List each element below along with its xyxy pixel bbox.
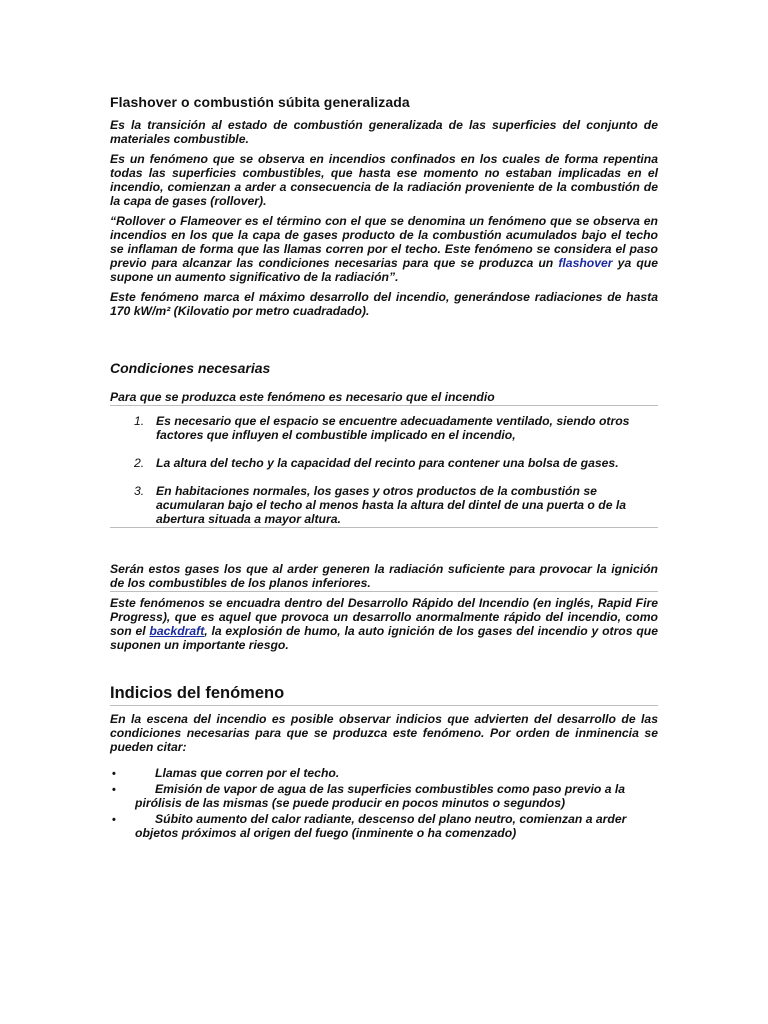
indicios-list [110, 766, 658, 840]
list-item-text: Emisión de vapor de agua de las superficies combustibles como paso previo a la pirólisis de las mismas (se puede producir en pocos minutos o segundos) [135, 782, 626, 810]
conditions-intro: Para que se produzca este fenómeno es necesario que el incendio [110, 390, 658, 406]
list-item [110, 456, 658, 470]
section-title-indicios: Indicios del fenómeno [110, 684, 658, 706]
list-item [110, 782, 658, 810]
list-number: 1. [134, 414, 145, 428]
section-title-flashover: Flashover o combustión súbita generalizada [110, 94, 410, 110]
bullet-icon: • [112, 784, 116, 796]
rollover-text-end: ya que supone un aumento significativo de la radiación”. [110, 256, 658, 284]
document-page [110, 94, 658, 842]
list-item-text: La altura del techo y la capacidad del recinto para contener una bolsa de gases. [156, 456, 619, 470]
flashover-link[interactable]: flashover [558, 256, 613, 270]
backdraft-link[interactable]: backdraft [149, 624, 205, 638]
paragraph-max-development: Este fenómeno marca el máximo desarrollo del incendio, generándose radiaciones de hasta 170 kW/m² (Kilovatio por metro cuadradado). [110, 290, 658, 318]
list-item [110, 812, 658, 840]
paragraph-definition: Es la transición al estado de combustión generalizada de las superficies del conjunto de materiales combustible. [110, 118, 658, 146]
rfp-text-end: , la explosión de humo, la auto ignición de los gases del incendio y otros que suponen un importante riesgo. [110, 624, 658, 652]
section-title-conditions: Condiciones necesarias [110, 360, 271, 376]
list-item [110, 766, 658, 780]
bullet-icon: • [112, 768, 116, 780]
list-item [110, 414, 658, 442]
list-number: 2. [134, 456, 145, 470]
list-item [110, 484, 658, 526]
bullet-icon: • [112, 814, 116, 826]
paragraph-phenomenon: Es un fenómeno que se observa en incendios confinados en los cuales de forma repentina todas las superficies combustibles, que hasta ese momento no estaban implicadas en el incendio, comienzan a arder a consecuencia de la radiación proveniente de la combustión de la capa de gases (rollover). [110, 152, 658, 208]
list-item-text: En habitaciones normales, los gases y otros productos de la combustión se acumularan bajo el techo al menos hasta la altura del dintel de una puerta o de la abertura situada a mayor altura. [156, 484, 627, 526]
conditions-list [110, 414, 658, 528]
paragraph-gases-radiation: Serán estos gases los que al arder generen la radiación suficiente para provocar la ignición de los combustibles de los planos inferiores. [110, 562, 658, 590]
rfp-text-start: Este fenómenos se encuadra dentro del Desarrollo Rápido del Incendio (en inglés, Rapid Fire Progress), que es aquel que provoca un desarrollo anormalmente rápido del incendio, como son el [110, 596, 658, 638]
list-item-text: Súbito aumento del calor radiante, descenso del plano neutro, comienzan a arder objetos próximos al origen del fuego (inminente o ha comenzado) [135, 812, 627, 840]
rollover-text-start: “Rollover o Flameover es el término con el que se denomina un fenómeno que se observa en incendios en los que la capa de gases producto de la combustión acumulados bajo el techo se inflaman de forma que las llamas corren por el techo. Este fenómeno se considera el paso previo para alcanzar las condiciones necesarias para que se produzca un [110, 214, 658, 270]
list-number: 3. [134, 484, 145, 498]
paragraph-rollover [110, 214, 658, 284]
list-item-text: Es necesario que el espacio se encuentre adecuadamente ventilado, siendo otros factores que influyen el combustible implicado en el incendio, [156, 414, 630, 442]
paragraph-indicios-intro: En la escena del incendio es posible observar indicios que advierten del desarrollo de las condiciones necesarias para que se produzca este fenómeno. Por orden de inminencia se pueden citar: [110, 712, 658, 754]
paragraph-rapid-fire-progress [110, 596, 658, 652]
spacer [110, 528, 658, 562]
list-item-text: Llamas que corren por el techo. [155, 766, 340, 780]
